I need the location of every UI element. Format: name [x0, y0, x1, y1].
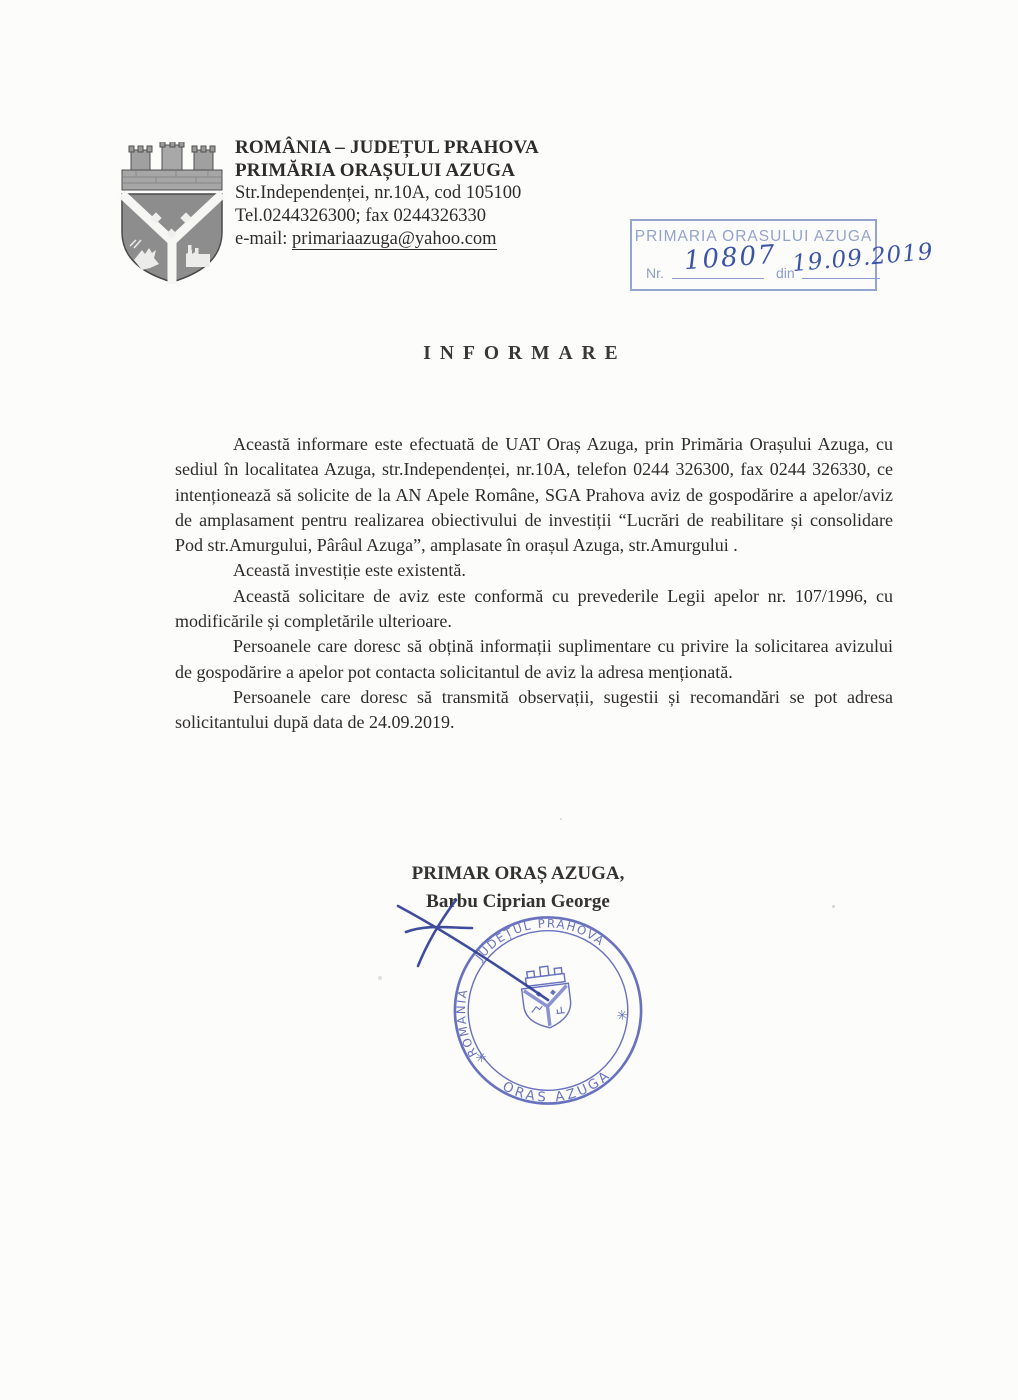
nr-underline	[672, 278, 764, 279]
paragraph: Persoanele care doresc să transmită observații, sugestii și recomandări se pot adresa solicitantului după data de 24.09.2019.	[175, 686, 893, 733]
org-name-line: PRIMĂRIA ORAȘULUI AZUGA	[235, 160, 516, 181]
eight-point-star-icon: ✳	[474, 1049, 488, 1066]
registration-stamp-title: PRIMARIA ORASULUI AZUGA	[634, 228, 873, 245]
letterhead	[235, 136, 539, 251]
scan-speck	[560, 818, 562, 820]
seal-country-text: ROMÂNIA	[454, 987, 481, 1060]
registration-stamp-box	[630, 219, 935, 291]
paragraph: Persoanele care doresc să obțină informații suplimentare cu privire la solicitarea avizului de gospodărire a apelor pot contacta solicitantul de aviz la adresa menționată.	[175, 636, 893, 682]
paragraph: Această investiție este existentă.	[233, 560, 466, 581]
email-link[interactable]: primariaazuga@yahoo.com	[292, 229, 497, 249]
eight-point-star-icon: ✳	[615, 1007, 629, 1024]
nr-label: Nr.	[646, 265, 664, 281]
scan-speck	[378, 976, 382, 980]
scan-speck	[832, 905, 835, 908]
document-body	[175, 432, 893, 736]
document-title: INFORMARE	[423, 343, 627, 364]
seal-county-text: JUDEȚUL PRAHOVA	[472, 916, 608, 964]
org-address: Str.Independenței, nr.10A, cod 105100	[235, 183, 522, 203]
seal-city-text: ORAS AZUGA	[499, 1067, 615, 1106]
signer-name: Barbu Ciprian George	[426, 891, 610, 912]
paragraph: Această informare este efectuată de UAT Oraș Azuga, prin Primăria Orașului Azuga, cu sediul în localitatea Azuga, str.Independenței, nr.10A, telefon 0244 326300, fax 0244 326330, ce intenționează să solicite de la AN Apele Române, SGA Prahova aviz de gospodărire a apelor/aviz de amplasament pentru realizarea obiectivului de investiții “Lucrări de reabilitare și consolidare Pod str.Amurgului, Pârâul Azuga”, amplasate în orașul Azuga, str.Amurgului .	[175, 434, 893, 556]
din-underline	[802, 278, 880, 279]
azuga-coat-of-arms-icon	[116, 142, 228, 289]
org-country-line: ROMÂNIA – JUDEȚUL PRAHOVA	[235, 137, 539, 158]
handwritten-registration-date: 19.09.2019	[791, 238, 935, 278]
org-email-line	[235, 228, 539, 251]
handwritten-registration-number: 10807	[683, 239, 778, 277]
paragraph: Această solicitare de aviz este conformă cu prevederile Legii apelor nr. 107/1996, cu modificările și completările ulterioare.	[175, 585, 893, 632]
pen-signature-icon	[368, 888, 628, 1033]
din-label: din	[776, 265, 795, 281]
signer-title: PRIMAR ORAȘ AZUGA,	[411, 863, 625, 884]
org-phone: Tel.0244326300; fax 0244326330	[235, 206, 486, 226]
email-label: e-mail:	[235, 229, 293, 249]
